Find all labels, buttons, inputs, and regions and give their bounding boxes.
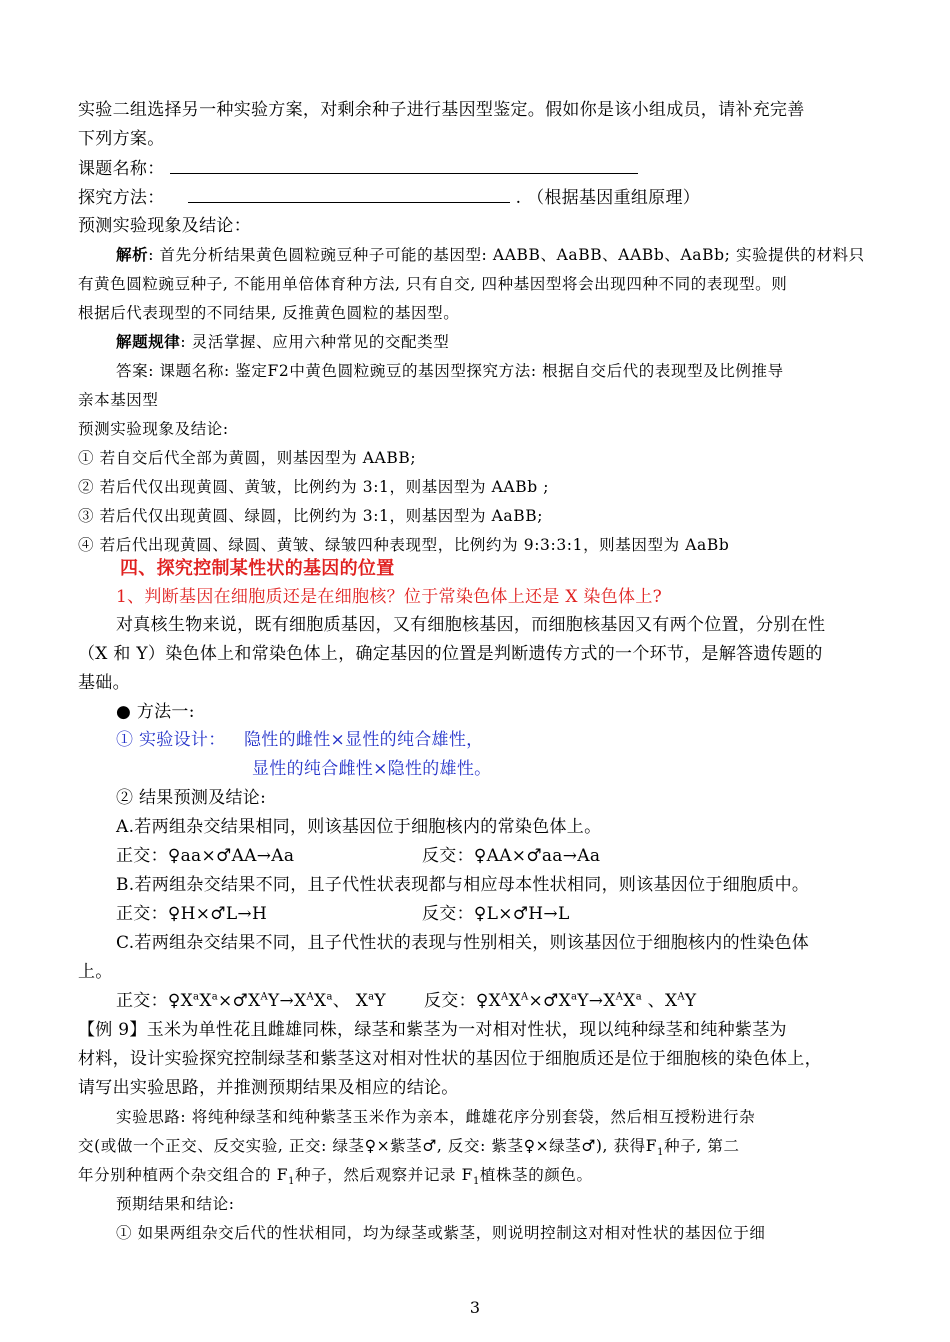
- result-C-line-2: 上。: [78, 962, 113, 982]
- analysis-line-1: [116, 244, 916, 266]
- method-note: . （根据基因重组原理）: [515, 188, 701, 208]
- result-label: ② 结果预测及结论:: [116, 788, 267, 808]
- cross-A-reverse: 反交：♀AA×♂aa→Aa: [422, 846, 601, 866]
- cross-C: [116, 990, 916, 1012]
- idea-text-3c: 植株茎的颜色。: [479, 1166, 593, 1184]
- idea-text-2a: 交(或做一个正交、反交实验, 正交: 绿茎♀×紫茎♂, 反交: 紫茎♀×绿茎♂), 获得F: [78, 1137, 658, 1155]
- cross-C-forward-formula: $♀X^aX^a\times♂X^AY\to X^AX^a$、 $X^aY$: [167, 991, 386, 1011]
- predict-label: 预测实验现象及结论：: [78, 216, 251, 236]
- method-blank: [188, 186, 510, 203]
- topic-blank: [170, 157, 638, 174]
- intro-line-1: 实验二组选择另一种实验方案，对剩余种子进行基因型鉴定。假如你是该小组成员，请补充完善: [78, 100, 805, 120]
- cross-B-reverse: 反交：♀L×♂H→L: [422, 904, 570, 924]
- example-line-1: 【例 9】玉米为单性花且雌雄同株，绿茎和紫茎为一对相对性状，现以纯种绿茎和纯种紫茎为: [78, 1020, 787, 1040]
- subscript-1b: 1: [288, 1176, 296, 1188]
- answer-item-4: ④ 若后代出现黄圆、绿圆、黄皱、绿皱四种表现型，比例约为 9:3:3:1，则基因型为 AaBb: [78, 536, 730, 554]
- method-one: ● 方法一:: [116, 702, 195, 722]
- answer-item-3: ③ 若后代仅出现黄圆、绿圆，比例约为 3:1，则基因型为 AaBB;: [78, 507, 544, 525]
- cross-C-reverse: 反交：$♀X^AX^A\times♂X^aY\to X^AX^a$ 、$X^AY$: [424, 991, 697, 1011]
- answer-line-2: 亲本基因型: [78, 391, 159, 409]
- cross-C-forward-label: 正交：: [116, 991, 168, 1011]
- subscript-1: 1: [657, 1147, 665, 1159]
- result-A: A.若两组杂交结果相同，则该基因位于细胞核内的常染色体上。: [116, 817, 602, 837]
- cross-B-forward: 正交：♀H×♂L→H: [116, 904, 268, 924]
- design-line-2: 显性的纯合雌性×隐性的雄性。: [252, 759, 492, 779]
- idea-text-3b: 种子，然后观察并记录 F: [295, 1166, 473, 1184]
- result-C-line-1: C.若两组杂交结果不同，且子代性状的表现与性别相关，则该基因位于细胞核内的性染色体: [116, 933, 810, 953]
- example-line-2: 材料，设计实验探究控制绿茎和紫茎这对相对性状的基因位于细胞质还是位于细胞核的染色体上，: [78, 1049, 822, 1069]
- expect-label: 预期结果和结论:: [116, 1195, 235, 1213]
- method-label: 探究方法：: [78, 188, 165, 208]
- answer-line-1: 答案: 课题名称: 鉴定F2中黄色圆粒豌豆的基因型探究方法: 根据自交后代的表现型及比例推导: [116, 362, 784, 380]
- cross-A: [116, 845, 916, 867]
- topic-line: [78, 157, 878, 180]
- para-line-3: 基础。: [78, 673, 130, 693]
- rule-label: 解题规律: [116, 332, 181, 351]
- section-heading: 四、探究控制某性状的基因的位置: [120, 558, 395, 579]
- analysis-line-3: 根据后代表现型的不同结果, 反推黄色圆粒的基因型。: [78, 304, 460, 322]
- idea-line-3: [78, 1164, 878, 1186]
- result-B: B.若两组杂交结果不同，且子代性状表现都与相应母本性状相同，则该基因位于细胞质中。: [116, 875, 810, 895]
- idea-text-3a: 年分别种植两个杂交组合的 F: [78, 1166, 289, 1184]
- answer-predict: 预测实验现象及结论:: [78, 420, 229, 438]
- topic-label: 课题名称：: [78, 159, 165, 179]
- rule-line: [116, 331, 916, 353]
- section-subheading: 1、判断基因在细胞质还是在细胞核？位于常染色体上还是 X 染色体上?: [116, 587, 663, 607]
- design-label: ① 实验设计：: [116, 730, 226, 750]
- answer-item-1: ① 若自交后代全部为黄圆，则基因型为 AABB;: [78, 449, 417, 467]
- cross-B: [116, 903, 916, 925]
- method-line: [78, 186, 878, 209]
- para-line-1: 对真核生物来说，既有细胞质基因，又有细胞核基因，而细胞核基因又有两个位置，分别在性: [116, 615, 826, 635]
- idea-line-2: [78, 1135, 878, 1157]
- idea-line-1: 实验思路: 将纯种绿茎和纯种紫茎玉米作为亲本，雌雄花序分别套袋，然后相互授粉进行杂: [116, 1108, 756, 1126]
- para-line-2: （X 和 Y）染色体上和常染色体上，确定基因的位置是判断遗传方式的一个环节，是解答遗传题的: [78, 644, 823, 664]
- analysis-label: 解析: [116, 245, 149, 264]
- cross-C-reverse-label: 反交：: [424, 991, 476, 1011]
- rule-text: : 灵活掌握、应用六种常见的交配类型: [180, 333, 450, 351]
- design-line-1: [116, 729, 916, 751]
- expect-line-1: ① 如果两组杂交后代的性状相同，均为绿茎或紫茎，则说明控制这对相对性状的基因位于细: [116, 1224, 766, 1242]
- example-line-3: 请写出实验思路，并推测预期结果及相应的结论。: [78, 1078, 459, 1098]
- page-number: 3: [469, 1298, 481, 1317]
- intro-line-2: 下列方案。: [78, 129, 165, 149]
- cross-A-forward: 正交：♀aa×♂AA→Aa: [116, 846, 295, 866]
- subscript-1c: 1: [472, 1176, 480, 1188]
- analysis-text-1: : 首先分析结果黄色圆粒豌豆种子可能的基因型: AABB、AaBB、AABb、AaBb; 实验提供的材料只: [148, 246, 865, 264]
- design-text-1: 隐性的雌性×显性的纯合雄性，: [244, 730, 484, 750]
- idea-text-2b: 种子, 第二: [664, 1137, 740, 1155]
- answer-item-2: ② 若后代仅出现黄圆、黄皱，比例约为 3:1，则基因型为 AABb ;: [78, 478, 550, 496]
- analysis-line-2: 有黄色圆粒豌豆种子, 不能用单倍体育种方法, 只有自交, 四种基因型将会出现四种不同的表现型。则: [78, 275, 788, 293]
